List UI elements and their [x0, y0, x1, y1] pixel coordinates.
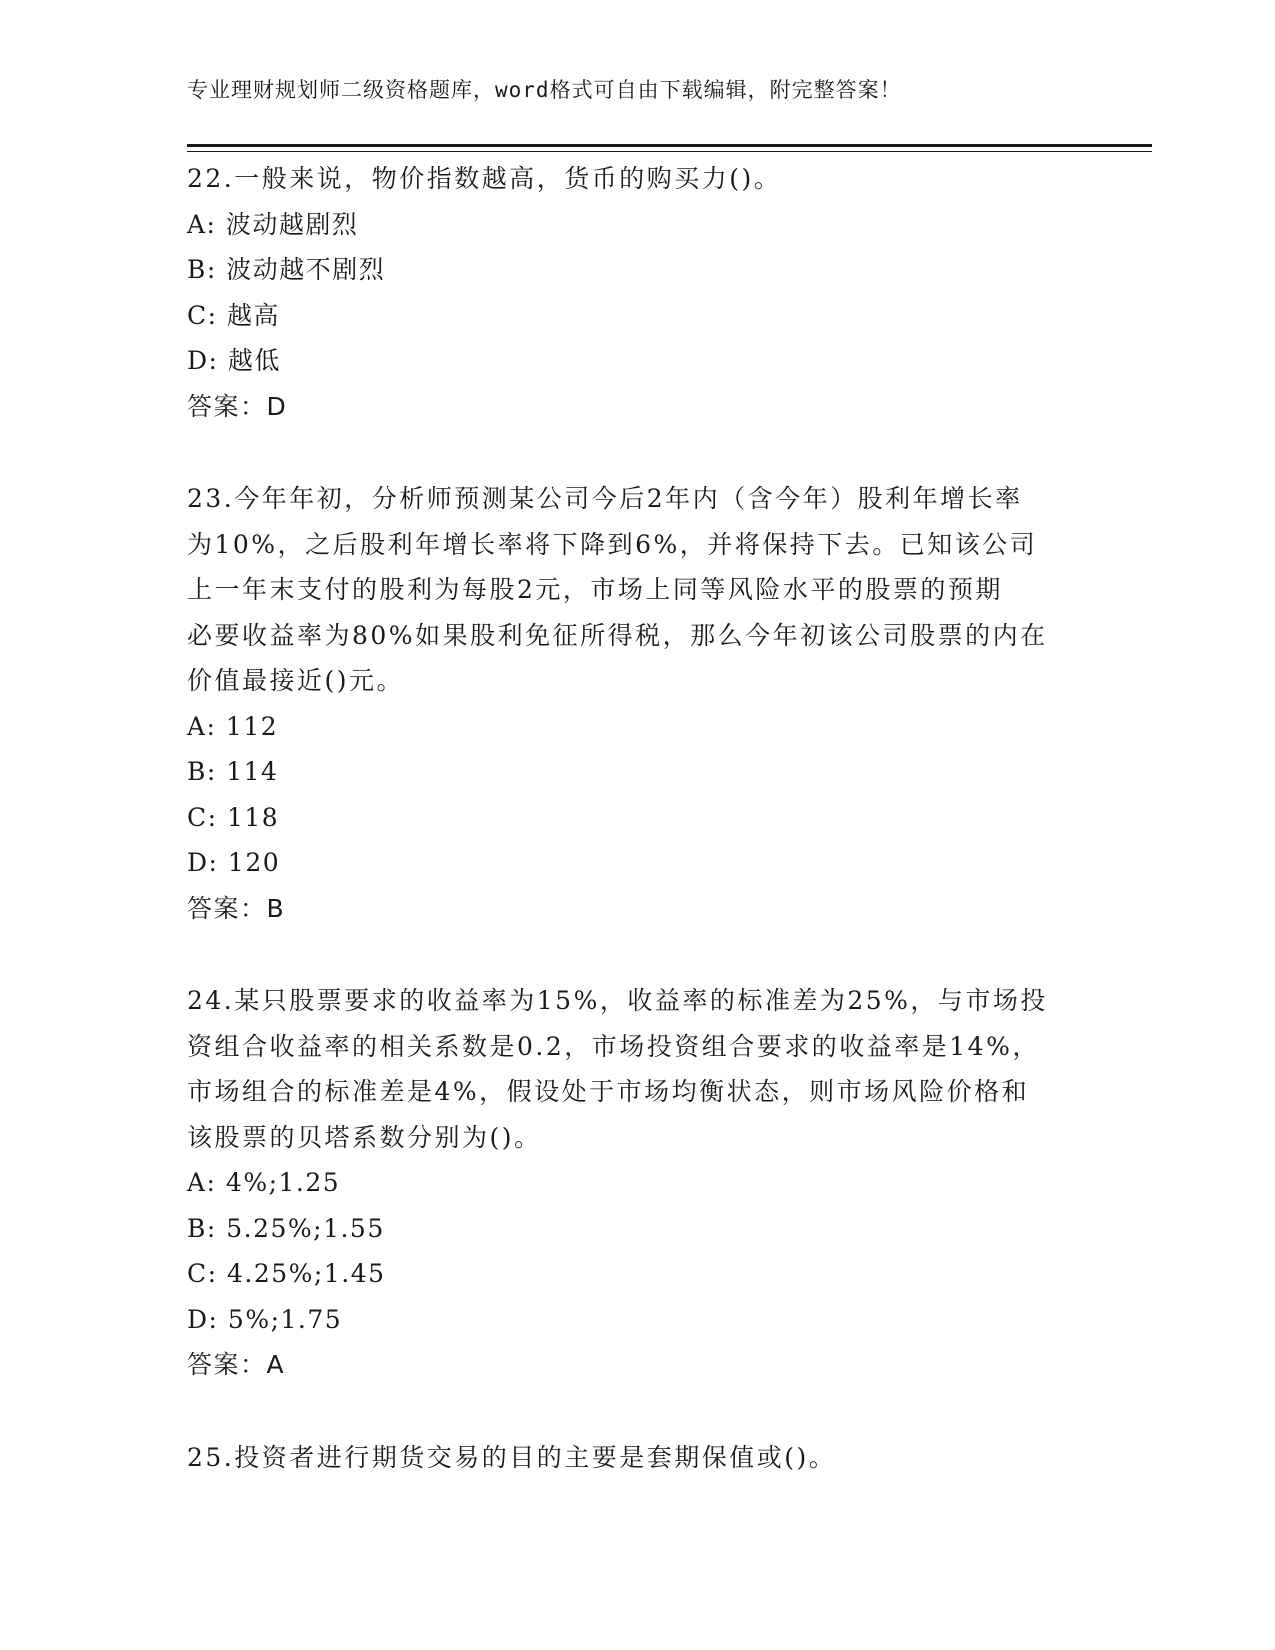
answer-line: 答案：B — [187, 893, 286, 923]
answer-line: 答案：A — [187, 1350, 286, 1379]
option-c: C: 4.25%;1.45 — [187, 1259, 386, 1288]
page-header: 专业理财规划师二级资格题库，word格式可自由下载编辑，附完整答案！ — [187, 78, 902, 102]
option-a: A: 4%;1.25 — [187, 1168, 341, 1197]
option-d: D: 120 — [187, 848, 281, 877]
question-stem-line: 资组合收益率的相关系数是0.2，市场投资组合要求的收益率是14%， — [187, 1031, 1040, 1061]
question-25 — [187, 1435, 1087, 1481]
answer-line: 答案：D — [187, 391, 288, 421]
question-stem-line: 价值最接近()元。 — [187, 666, 405, 695]
option-c: C: 越高 — [187, 300, 280, 330]
question-stem-line: 24.某只股票要求的收益率为15%，收益率的标准差为25%，与市场投 — [187, 986, 1048, 1015]
question-stem: 22.一般来说，物价指数越高，货币的购买力()。 — [187, 164, 782, 193]
question-stem-line: 市场组合的标准差是4%，假设处于市场均衡状态，则市场风险价格和 — [187, 1077, 1030, 1106]
question-stem: 25.投资者进行期货交易的目的主要是套期保值或()。 — [187, 1442, 837, 1472]
option-a: A: 波动越剧烈 — [187, 209, 359, 239]
question-22 — [187, 156, 1087, 429]
option-b: B: 5.25%;1.55 — [187, 1213, 385, 1243]
header-rule — [187, 144, 1152, 152]
option-b: B: 114 — [187, 757, 279, 786]
question-list — [187, 156, 1087, 1527]
question-stem-line: 为10%，之后股利年增长率将下降到6%，并将保持下去。已知该公司 — [187, 529, 1038, 559]
option-d: D: 5%;1.75 — [187, 1304, 343, 1334]
question-stem-line: 必要收益率为80%如果股利免征所得税，那么今年初该公司股票的内在 — [187, 620, 1048, 650]
option-a: A: 112 — [187, 711, 279, 741]
question-stem-line: 上一年末支付的股利为每股2元，市场上同等风险水平的股票的预期 — [187, 575, 1003, 604]
question-24 — [187, 978, 1087, 1388]
question-stem-line: 该股票的贝塔系数分别为()。 — [187, 1122, 542, 1152]
option-b: B: 波动越不剧烈 — [187, 255, 386, 284]
question-stem-line: 23.今年年初，分析师预测某公司今后2年内（含今年）股利年增长率 — [187, 484, 1023, 513]
question-23 — [187, 476, 1087, 931]
option-d: D: 越低 — [187, 346, 281, 375]
option-c: C: 118 — [187, 802, 280, 832]
